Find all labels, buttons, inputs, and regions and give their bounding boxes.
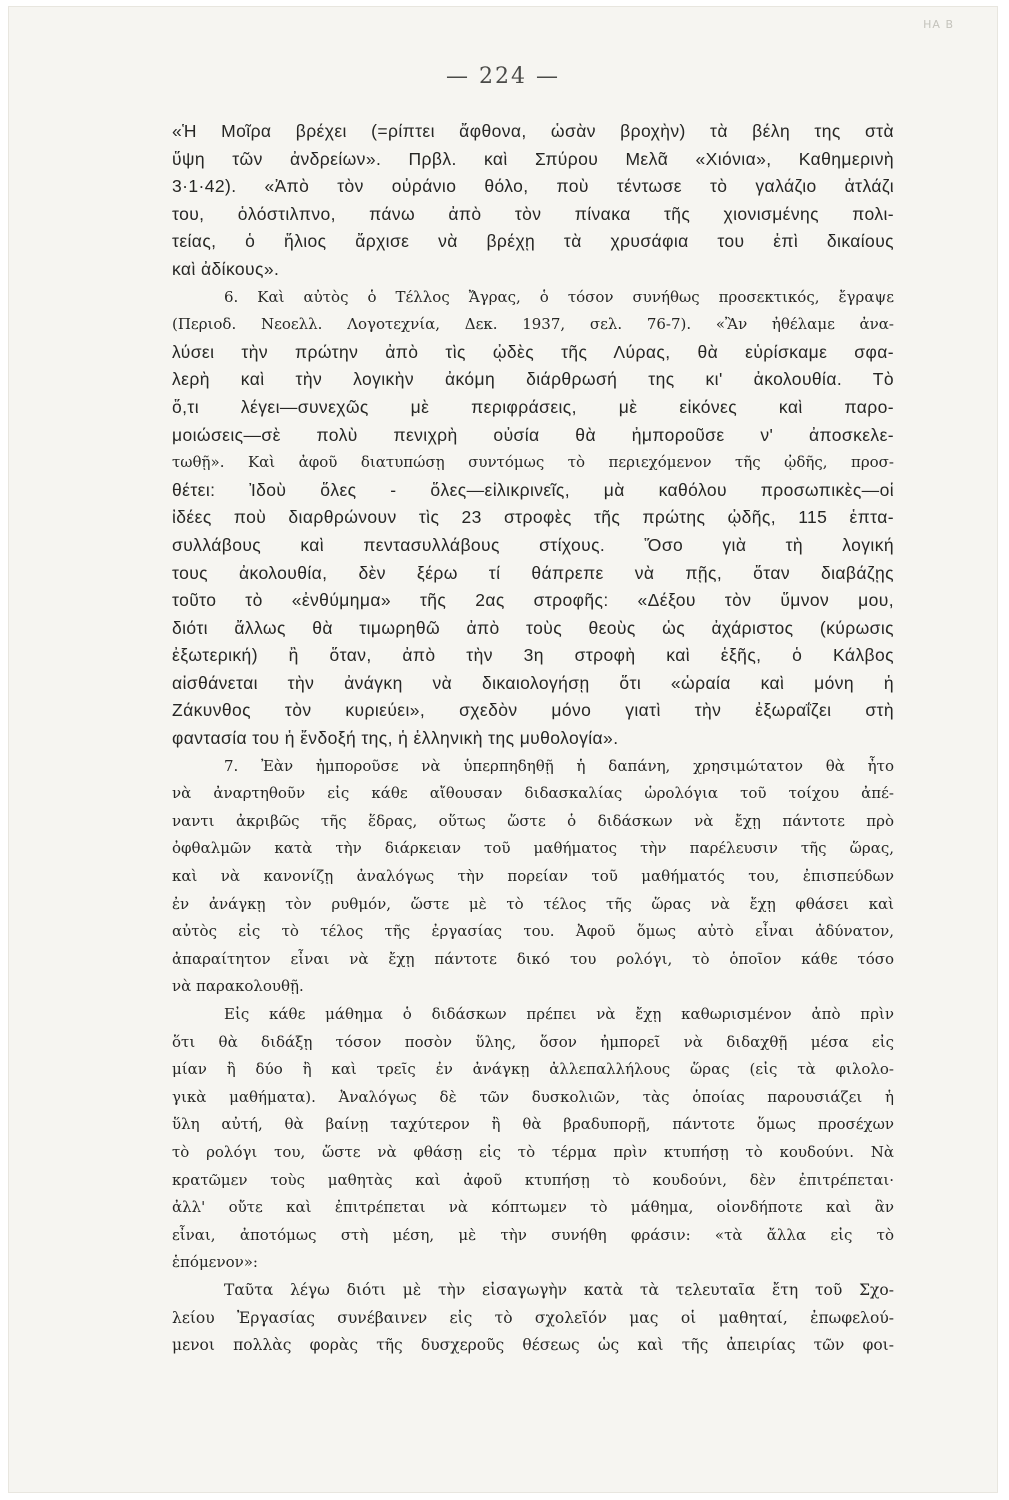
text-line: του, ὁλόστιλπνο, πάνω ἀπὸ τὸν πίνακα τῆς χιονισμένης πολι-	[172, 203, 894, 224]
text-line: Ταῦτα λέγω διότι μὲ τὴν εἰσαγωγὴν κατὰ τὰ τελευταῖα ἔτη τοῦ Σχο-	[224, 1280, 894, 1299]
text-line: τὸ ρολόγι του, ὥστε νὰ φθάσῃ εἰς τὸ τέρμα πρὶν κτυπήσῃ τὸ κουδούνι. Νὰ	[172, 1142, 894, 1161]
page-number: — 224 —	[446, 64, 560, 89]
text-line: γικὰ μαθήματα). Ἀναλόγως δὲ τῶν δυσκολιῶν, τὰς ὁποίας παρουσιάζει ἡ	[172, 1087, 894, 1106]
text-line: 6. Καὶ αὐτὸς ὁ Τέλλος Ἄγρας, ὁ τόσον συνήθως προσεκτικός, ἔγραψε	[224, 287, 894, 306]
text-line: 7. Ἐὰν ἠμποροῦσε νὰ ὑπερπηδηθῇ ἡ δαπάνη, χρησιμώτατον θὰ ἦτο	[224, 756, 894, 775]
text-line: ἐξωτερική) ἢ ὅταν, ἀπὸ τὴν 3η στροφὴ καὶ ἑξῆς, ὁ Κάλβος	[172, 645, 894, 666]
body-text	[172, 118, 894, 1360]
text-line: αὐτὸς εἰς τὸ τέλος τῆς ἐργασίας του. Ἀφοῦ ὅμως αὐτὸ εἶναι ἀδύνατον,	[172, 922, 894, 941]
text-line: συλλάβους καὶ πεντασυλλάβους στίχους. Ὅσο γιὰ τὴ λογική	[172, 534, 894, 555]
text-line: μίαν ἢ δύο ἢ καὶ τρεῖς ἐν ἀνάγκῃ ἀλλεπαλλήλους ὥρας (εἰς τὰ φιλολο-	[172, 1060, 894, 1079]
text-line: κρατῶμεν τοὺς μαθητὰς καὶ ἀφοῦ κτυπήσῃ τὸ κουδούνι, δὲν ἐπιτρέπεται·	[172, 1170, 894, 1189]
text-line: 3·1·42). «Ἀπὸ τὸν οὐράνιο θόλο, ποὺ τέντωσε τὸ γαλάζιο ἀτλάζι	[172, 176, 894, 197]
text-line: μοιώσεις—σὲ πολὺ πενιχρὴ οὐσία θὰ ἠμποροῦσε ν' ἀποσκελε-	[172, 424, 894, 445]
text-line: ἀπαραίτητον εἶναι νὰ ἔχῃ πάντοτε δικό του ρολόγι, τὸ ὁποῖον κάθε τόσο	[172, 949, 894, 968]
text-line: νὰ ἀναρτηθοῦν εἰς κάθε αἴθουσαν διδασκαλίας ὡρολόγια τοῦ τοίχου ἀπέ-	[172, 784, 894, 803]
text-line: καὶ ἀδίκους».	[172, 258, 280, 279]
text-line: τους ἀκολουθία, δὲν ξέρω τί θάπρεπε νὰ πῇς, ὅταν διαβάζῃς	[172, 562, 894, 583]
text-line: διότι ἄλλως θὰ τιμωρηθῶ ἀπὸ τοὺς θεοὺς ὡς ἀχάριστος (κύρωσις	[172, 617, 894, 638]
text-line: Ζάκυνθος τὸν κυριεύει», σχεδὸν μόνο γιατὶ τὴν ἐξωραΐζει στὴ	[172, 700, 894, 721]
text-line: Εἰς κάθε μάθημα ὁ διδάσκων πρέπει νὰ ἔχῃ καθωρισμένον ἀπὸ πρὶν	[224, 1005, 894, 1023]
text-line: τοῦτο τὸ «ἐνθύμημα» τῆς 2ας στροφῆς: «Δέξου τὸν ὕμνον μου,	[172, 590, 894, 611]
text-line: ναντι ἀκριβῶς τῆς ἕδρας, οὕτως ὥστε ὁ διδάσκων νὰ ἔχῃ πάντοτε πρὸ	[172, 811, 894, 830]
text-line: θέτει: Ἰδοὺ ὅλες - ὅλες—εἰλικρινεῖς, μὰ καθόλου προσωπικὲς—οἱ	[172, 479, 894, 500]
text-line: ὅ,τι λέγει—συνεχῶς μὲ περιφράσεις, μὲ εἰκόνες καὶ παρο-	[172, 396, 894, 417]
text-line: τωθῇ». Καὶ ἀφοῦ διατυπώσῃ συντόμως τὸ περιεχόμενον τῆς ᾠδῆς, προσ-	[172, 453, 894, 472]
text-line: ὕψη τῶν ἀνδρείων». Πρβλ. καὶ Σπύρου Μελᾶ «Χιόνια», Καθημερινὴ	[172, 148, 894, 169]
text-line: λείου Ἐργασίας συνέβαινεν εἰς τὸ σχολεῖόν μας οἱ μαθηταί, ἐπωφελού-	[172, 1308, 894, 1327]
text-line: λύσει τὴν πρώτην ἀπὸ τὶς ᾠδὲς τῆς Λύρας, θὰ εὑρίσκαμε σφα-	[172, 341, 894, 362]
text-line: φαντασία του ἡ ἔνδοξή της, ἡ ἑλληνικὴ της μυθολογία».	[172, 728, 619, 749]
text-line: ἐν ἀνάγκῃ τὸν ρυθμόν, ὥστε μὲ τὸ τέλος τῆς ὥρας νὰ ἔχῃ φθάσει καὶ	[172, 894, 894, 913]
text-line: ἑπόμενον»:	[172, 1253, 258, 1272]
text-line: ἰδέες ποὺ διαρθρώνουν τὶς 23 στροφὲς τῆς πρώτης ᾠδῆς, 115 ἑπτα-	[172, 507, 894, 528]
text-line: αἰσθάνεται τὴν ἀνάγκη νὰ δικαιολογήσῃ ὅτι «ὡραία καὶ μόνη ἡ	[172, 672, 894, 693]
text-line: ὀφθαλμῶν κατὰ τὴν διάρκειαν τοῦ μαθήματος τὴν παρέλευσιν τῆς ὥρας,	[172, 839, 894, 858]
text-line: ὕλη αὐτή, θὰ βαίνῃ ταχύτερον ἢ θὰ βραδυπορῇ, πάντοτε ὅμως προσέχων	[172, 1115, 894, 1134]
text-line: «Ἡ Μοῖρα βρέχει (=ρίπτει ἄφθονα, ὡσὰν βροχὴν) τὰ βέλη της στὰ	[172, 121, 894, 141]
text-line: εἶναι, ἀποτόμως στὴ μέση, μὲ τὴν συνήθη φράσιν: «τὰ ἄλλα εἰς τὸ	[172, 1225, 894, 1244]
text-line: καὶ νὰ κανονίζῃ ἀναλόγως τὴν πορείαν τοῦ μαθήματός του, ἐπισπεύδων	[172, 867, 894, 886]
text-line: νὰ παρακολουθῇ.	[172, 977, 304, 996]
text-line: ὅτι θὰ διδάξῃ τόσον ποσὸν ὕλης, ὅσον ἠμπορεῖ νὰ διδαχθῇ μέσα εἰς	[172, 1032, 894, 1051]
scanned-page	[8, 6, 998, 1493]
text-line: (Περιοδ. Νεοελλ. Λογοτεχνία, Δεκ. 1937, σελ. 76-7). «Ἂν ἠθέλαμε ἀνα-	[172, 315, 894, 334]
text-line: ἀλλ' οὔτε καὶ ἐπιτρέπεται νὰ κόπτωμεν τὸ μάθημα, οἱονδήποτε καὶ ἂν	[172, 1198, 894, 1217]
text-line: τείας, ὁ ἥλιος ἄρχισε νὰ βρέχῃ τὰ χρυσάφια του ἐπὶ δικαίους	[172, 231, 894, 252]
corner-mark: ΗΑ Β	[923, 18, 954, 31]
text-line: μενοι πολλὰς φορὰς τῆς δυσχεροῦς θέσεως ὡς καὶ τῆς ἀπειρίας τῶν φοι-	[172, 1336, 894, 1355]
text-line: λερὴ καὶ τὴν λογικὴν ἀκόμη διάρθρωσή της κι' ἀκολουθία. Τὸ	[172, 369, 894, 390]
